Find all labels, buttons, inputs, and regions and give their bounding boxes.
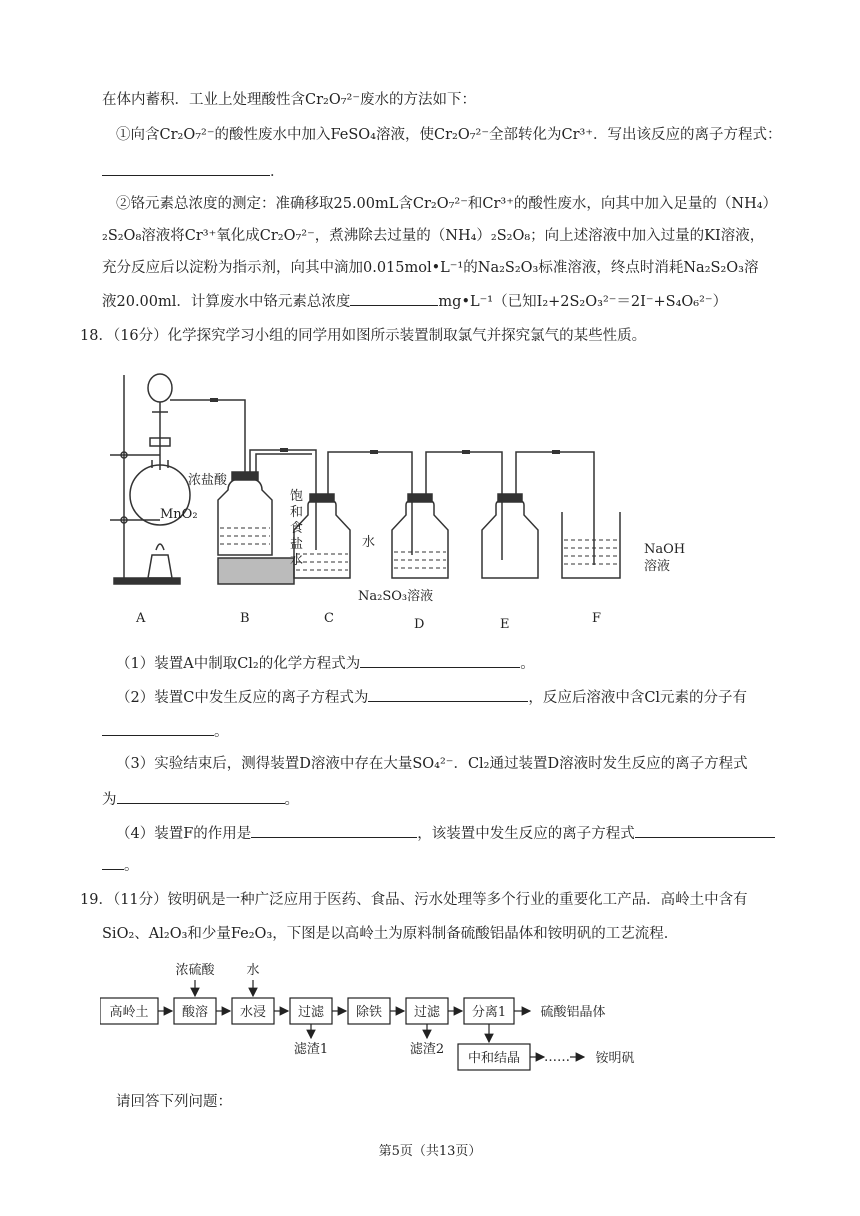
question-19: 19．（11分）铵明矾是一种广泛应用于医药、食品、污水处理等多个行业的重要化工产品．高岭土中含有 bbox=[80, 892, 748, 908]
label-a: A bbox=[136, 611, 146, 626]
label-e: E bbox=[500, 617, 510, 632]
page-footer: 第5页（共13页） bbox=[378, 1144, 482, 1159]
subq-4: （4）装置F的作用是 ，该装置中发生反应的离子方程式 bbox=[116, 822, 775, 844]
label-f: F bbox=[592, 611, 602, 626]
product-ammonium-alum: 铵明矾 bbox=[595, 1051, 635, 1066]
text-line: 在体内蓄积．工业上处理酸性含Cr₂O₇²⁻废水的方法如下： bbox=[102, 92, 477, 108]
sat-salt-label-2: 和 bbox=[290, 505, 304, 520]
input-acid: 浓硫酸 bbox=[175, 963, 215, 978]
subq-2: （2）装置C中发生反应的离子方程式为 ，反应后溶液中含Cl元素的分子有 bbox=[116, 686, 747, 708]
input-water: 水 bbox=[246, 963, 260, 978]
prompt-line: 请回答下列问题： bbox=[116, 1094, 232, 1110]
label-c: C bbox=[324, 611, 334, 626]
answer-blank[interactable] bbox=[360, 652, 520, 668]
answer-blank[interactable] bbox=[251, 822, 417, 838]
subq-3-cont: 为 。 bbox=[102, 788, 299, 810]
naoh-label-1: NaOH bbox=[644, 542, 686, 557]
step-kaolin: 高岭土 bbox=[109, 1005, 149, 1020]
conc-hcl-label: 浓盐酸 bbox=[188, 473, 228, 488]
sat-salt-label-1: 饱 bbox=[290, 489, 304, 504]
question-18: 18．（16分）化学探究学习小组的同学用如图所示装置制取氯气并探究氯气的某些性质。 bbox=[80, 328, 647, 344]
sat-salt-label-4: 盐 bbox=[290, 537, 304, 552]
text-line: ₂S₂O₈溶液将Cr³⁺氧化成Cr₂O₇²⁻，煮沸除去过量的（NH₄）₂S₂O₈；向上述溶液中加入过量的KI溶液， bbox=[102, 228, 765, 244]
label-b: B bbox=[240, 611, 250, 626]
sat-salt-label-5: 水 bbox=[290, 553, 304, 568]
answer-blank[interactable] bbox=[117, 788, 285, 804]
process-flow bbox=[100, 960, 660, 1072]
apparatus-diagram bbox=[100, 360, 700, 638]
text-line: 充分反应后以淀粉为指示剂，向其中滴加0.015mol•L⁻¹的Na₂S₂O₃标准溶液，终点时消耗Na₂S₂O₃溶 bbox=[102, 260, 759, 276]
naoh-label-2: 溶液 bbox=[644, 559, 671, 574]
step-remove-iron: 除铁 bbox=[355, 1005, 383, 1020]
subq-3: （3）实验结束后，测得装置D溶液中存在大量SO₄²⁻．Cl₂通过装置D溶液时发生反应的离子方程式 bbox=[116, 756, 748, 772]
step-separation: 分离1 bbox=[471, 1005, 507, 1020]
answer-blank[interactable] bbox=[102, 854, 124, 870]
product-aluminum-sulfate: 硫酸铝晶体 bbox=[540, 1005, 606, 1020]
text-line: ②铬元素总浓度的测定：准确移取25.00mL含Cr₂O₇²⁻和Cr³⁺的酸性废水，向其中加入足量的（NH₄） bbox=[116, 196, 778, 212]
answer-blank[interactable] bbox=[102, 160, 270, 176]
subq-2-cont: 。 bbox=[102, 720, 229, 742]
answer-blank[interactable] bbox=[102, 720, 214, 736]
answer-blank[interactable] bbox=[368, 686, 528, 702]
text-line: 液20.00ml．计算废水中铬元素总浓度 mg•L⁻¹（已知I₂+2S₂O₃²⁻＝2I⁻+S₄O₆²⁻） bbox=[102, 290, 727, 312]
flow-dots: …… bbox=[544, 1050, 570, 1065]
step-filter-2: 过滤 bbox=[413, 1005, 441, 1020]
answer-blank[interactable] bbox=[350, 290, 438, 306]
sat-salt-label-3: 食 bbox=[290, 521, 304, 536]
residue-1: 滤渣1 bbox=[293, 1042, 329, 1057]
label-d: D bbox=[414, 617, 425, 632]
subq-1: （1）装置A中制取Cl₂的化学方程式为 。 bbox=[116, 652, 535, 674]
answer-blank[interactable] bbox=[635, 822, 775, 838]
subq-4-cont: 。 bbox=[102, 854, 139, 876]
step-filter-1: 过滤 bbox=[297, 1005, 325, 1020]
text-line: ①向含Cr₂O₇²⁻的酸性废水中加入FeSO₄溶液，使Cr₂O₇²⁻全部转化为Cr³⁺．写出该反应的离子方程式： bbox=[116, 127, 782, 143]
na2so3-label: Na₂SO₃溶液 bbox=[358, 589, 434, 604]
residue-2: 滤渣2 bbox=[409, 1042, 445, 1057]
text-line: SiO₂、Al₂O₃和少量Fe₂O₃，下图是以高岭土为原料制备硫酸铝晶体和铵明矾的工艺流程． bbox=[102, 926, 679, 942]
mno2-label: MnO₂ bbox=[160, 507, 198, 522]
answer-line: ． bbox=[102, 160, 285, 182]
step-acid-dissolve: 酸溶 bbox=[181, 1005, 209, 1020]
step-water-leach: 水浸 bbox=[239, 1005, 267, 1020]
step-neutralize: 中和结晶 bbox=[467, 1051, 521, 1066]
water-label: 水 bbox=[362, 535, 376, 550]
